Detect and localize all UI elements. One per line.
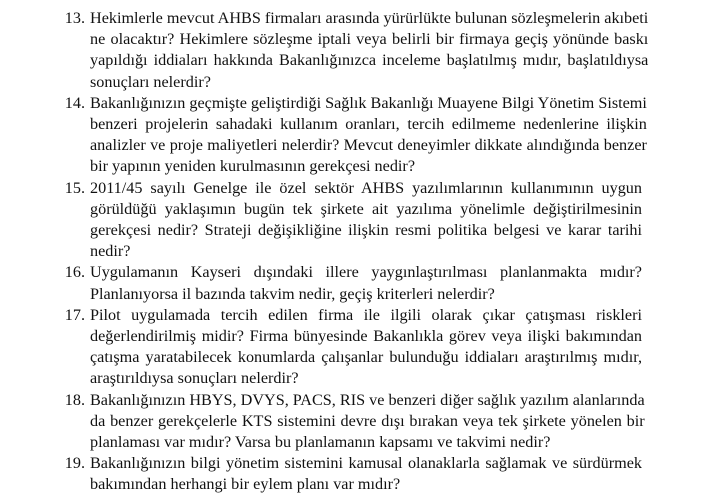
text-line: araştırıldıysa sonuçları nelerdir? [90, 369, 299, 388]
text-line: nedir? [90, 242, 131, 261]
text-line: sonuçları nelerdir? [90, 72, 211, 91]
text-line: yapıldığı iddiaları hakkında Bakanlığınızca inceleme başlatılmış mıdır, başlatıldıysa [90, 51, 649, 70]
text-line: Bakanlığınızın bilgi yönetim sistemini kamusal olanaklarla sağlamak ve sürdürmek [90, 454, 642, 473]
question-16 [0, 262, 707, 304]
question-number: 13. [64, 9, 85, 27]
question-number: 17. [64, 305, 85, 324]
text-line: ne olacaktır? Hekimlere sözleşme iptali veya belirli bir firmaya geçiş yönünde baskı [90, 30, 649, 49]
question-number: 15. [64, 178, 85, 197]
text-line: 2011/45 sayılı Genelge ile özel sektör AHBS yazılımlarının kullanımının uygun [90, 178, 642, 197]
text-line: bir yapının yeniden kurulmasının gerekçesi nedir? [90, 157, 415, 176]
text-line: Hekimlerle mevcut AHBS firmaları arasında yürürlükte bulunan sözleşmelerin akıbeti [90, 9, 649, 27]
text-line: planlaması var mıdır? Varsa bu planlamanın kapsamı ve takvimi nedir? [90, 433, 551, 452]
text-line: Pilot uygulamada tercih edilen firma ile ilgili olarak çıkar çatışması riskleri [90, 305, 642, 324]
text-line: değerlendirilmiş midir? Firma bünyesinde Bakanlıkla görev veya ilişki bakımından [90, 327, 642, 346]
text-line: analizler ve proje maliyetleri nelerdir? Mevcut deneyimler dikkate alındığında benzer [90, 136, 647, 155]
question-15 [0, 178, 707, 263]
text-line: görüldüğü yaklaşımın bugün tek şirkete ait yazılıma yönelimle değiştirilmesinin [90, 199, 642, 218]
question-list [0, 8, 707, 496]
text-line: çatışma yaratabilecek konumlarda çalışanlar bulunduğu iddiaları araştırılmış mıdır, [90, 348, 642, 367]
question-number: 19. [64, 454, 85, 473]
question-text [90, 93, 647, 178]
text-line: benzeri projelerin sahadaki kullanım oranları, tercih edilmeme nedenlerine ilişkin [90, 115, 647, 134]
question-17 [0, 305, 707, 390]
text-line: gerekçesi nedir? Strateji değişikliğine ilişkin resmi politika belgesi ve karar tarihi [90, 221, 642, 240]
text-line: Bakanlığınızın geçmişte geliştirdiği Sağlık Bakanlığı Muayene Bilgi Yönetim Sistemi [90, 93, 647, 112]
question-number: 14. [64, 93, 85, 112]
question-19 [0, 453, 707, 495]
question-13 [0, 8, 707, 93]
question-text [90, 453, 642, 495]
question-14 [0, 93, 707, 178]
question-text [90, 8, 648, 93]
question-text [90, 178, 642, 263]
text-line: da benzer gerekçelerle KTS sistemini devre dışı bırakan veya tek şirkete yönelen bir [90, 411, 645, 430]
text-line: Planlanıyorsa il bazında takvim nedir, geçiş kriterleri nelerdir? [90, 284, 495, 303]
question-18 [0, 390, 707, 454]
question-text [90, 390, 645, 454]
question-text [90, 305, 642, 390]
question-text [90, 262, 642, 304]
text-line: Uygulamanın Kayseri dışındaki illere yaygınlaştırılması planlanmakta mıdır? [90, 263, 642, 282]
question-number: 18. [64, 390, 85, 409]
text-line: Bakanlığınızın HBYS, DVYS, PACS, RIS ve benzeri diğer sağlık yazılım alanlarında [90, 390, 645, 409]
text-line: bakımından herhangi bir eylem planı var mıdır? [90, 475, 401, 494]
question-number: 16. [64, 263, 85, 282]
